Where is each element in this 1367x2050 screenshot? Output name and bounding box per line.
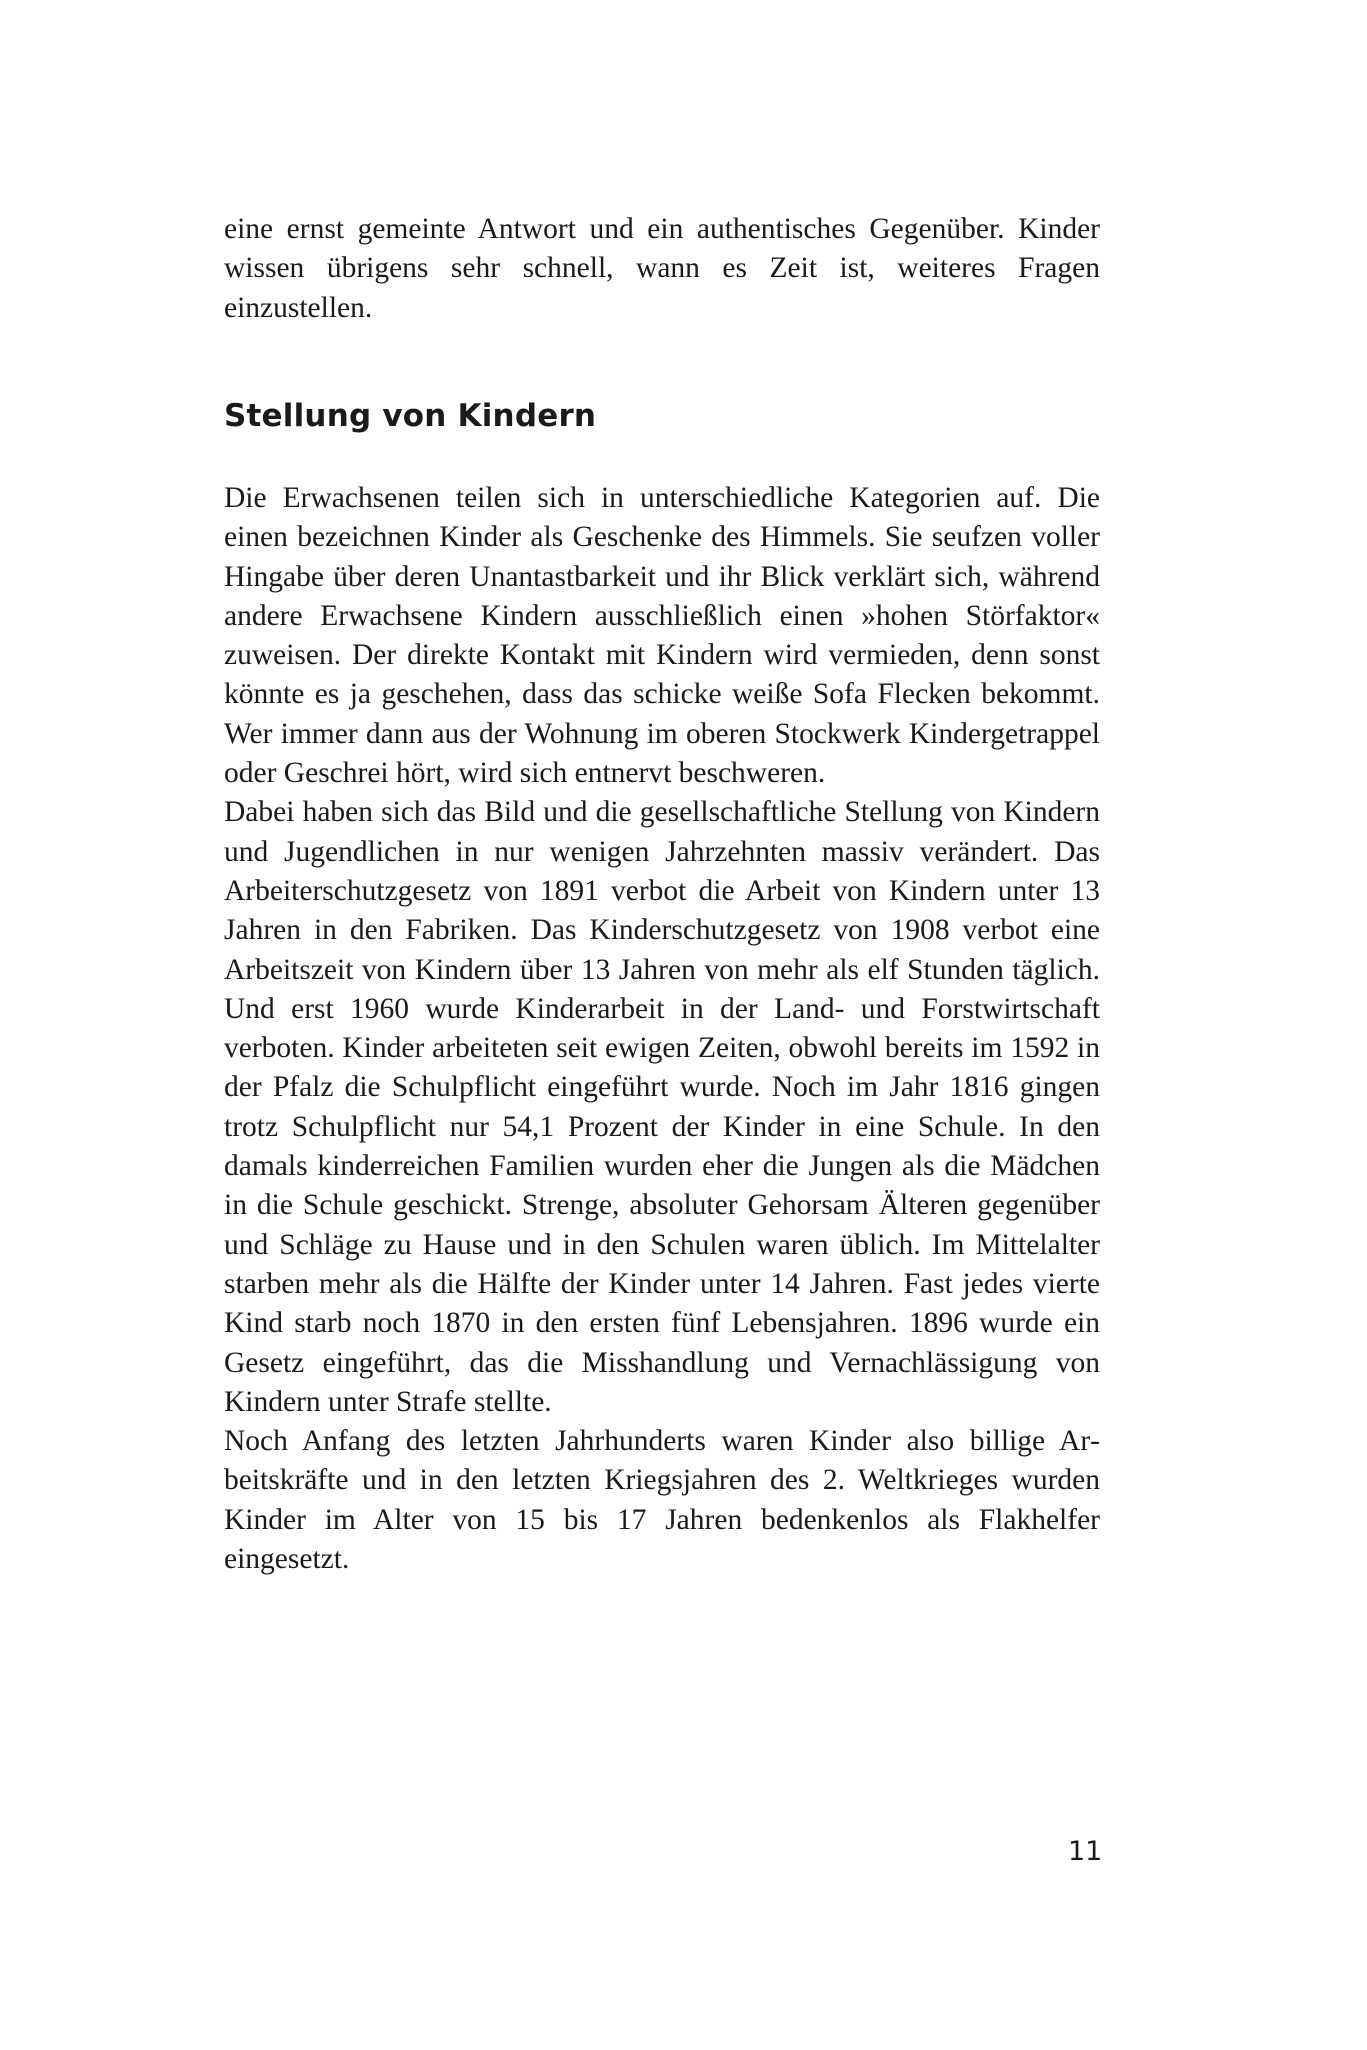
page-number: 11 <box>1068 1836 1103 1867</box>
body-paragraph-1: Die Erwachsenen teilen sich in unterschiedliche Kategorien auf. Die einen bezeichnen Kinder als Geschenke des Himmels. Sie seufzen voller Hingabe über deren Unantastbarkeit und ihr Blick verklärt sich, während andere Erwachsene Kindern ausschließlich einen »hohen Störfaktor« zuweisen. Der direkte Kontakt mit Kindern wird vermieden, denn sonst könnte es ja geschehen, dass das schicke weiße Sofa Flecken bekommt. Wer immer dann aus der Wohnung im oberen Stockwerk Kindergetrappel oder Geschrei hört, wird sich entnervt beschweren. <box>224 482 1100 790</box>
body-paragraph-2: Dabei haben sich das Bild und die gesellschaftliche Stellung von Kindern und Jugendlichen in nur wenigen Jahrzehnten massiv verändert. Das Arbeiterschutzgesetz von 1891 verbot die Arbeit von Kindern unter 13 Jahren in den Fabriken. Das Kinderschutzgesetz von 1908 verbot eine Arbeitszeit von Kindern über 13 Jahren von mehr als elf Stunden täglich. Und erst 1960 wurde Kinderarbeit in der Land- und Forstwirtschaft verboten. Kinder arbeiteten seit ewigen Zeiten, obwohl bereits im 1592 in der Pfalz die Schulpflicht eingeführt wurde. Noch im Jahr 1816 gingen trotz Schulpflicht nur 54,1 Prozent der Kinder in eine Schule. In den damals kinderreichen Familien wurden eher die Jungen als die Mädchen in die Schule geschickt. Strenge, absoluter Gehorsam Älteren gegenüber und Schläge zu Hause und in den Schulen waren üblich. Im Mittelalter starben mehr als die Hälfte der Kinder unter 14 Jahren. Fast jedes vierte Kind starb noch 1870 in den ersten fünf Lebensjahren. 1896 wurde ein Gesetz eingeführt, das die Misshandlung und Vernachlässigung von Kindern unter Strafe stellte. <box>224 796 1100 1418</box>
body-paragraph-3: Noch Anfang des letzten Jahrhunderts waren Kinder also billige Arbeitskräfte und in den letzten Kriegsjahren des 2. Weltkrieges wurden Kinder im Alter von 15 bis 17 Jahren bedenkenlos als Flakhelfer eingesetzt. <box>224 1425 1100 1576</box>
section-body <box>224 479 1100 1579</box>
intro-paragraph: eine ernst gemeinte Antwort und ein authentisches Gegenüber. Kinder wissen übrigens sehr schnell, wann es Zeit ist, weiteres Fragen einzustellen. <box>224 213 1100 324</box>
section-heading: Stellung von Kindern <box>224 398 597 434</box>
intro-text <box>224 210 1100 328</box>
